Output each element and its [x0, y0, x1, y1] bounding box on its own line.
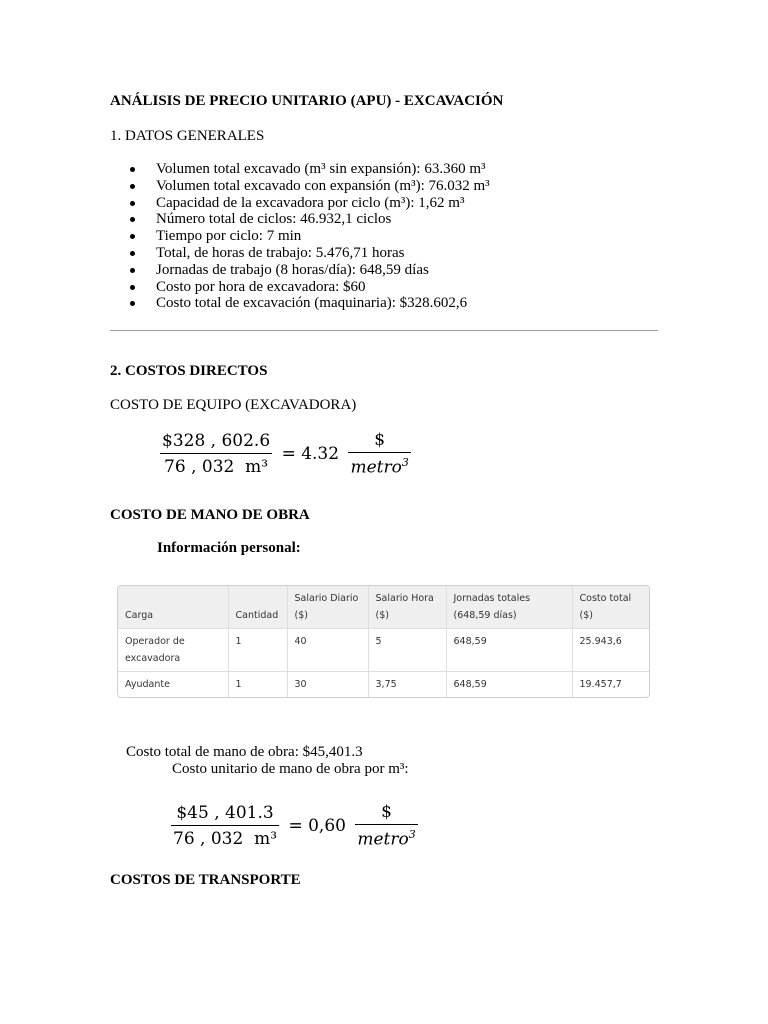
cell-carga: Ayudante [118, 672, 228, 698]
bullet-icon [130, 167, 135, 172]
document-title: ANÁLISIS DE PRECIO UNITARIO (APU) - EXCAVACIÓN [110, 93, 504, 109]
transport-cost-heading: COSTOS DE TRANSPORTE [110, 872, 301, 888]
section-2-heading: 2. COSTOS DIRECTOS [110, 363, 268, 379]
bullet-icon [130, 217, 135, 222]
labor-table [117, 585, 650, 698]
cell-salario-hora: 3,75 [368, 672, 446, 698]
equipment-cost-formula [160, 430, 411, 478]
list-item: Volumen total excavado (m³ sin expansión): 63.360 m³ [130, 161, 490, 178]
formula-unit: $\frac{\$}{metro^3}$ [350, 430, 409, 478]
formula-fraction [171, 803, 279, 849]
cell-salario-hora: 5 [368, 629, 446, 672]
equipment-cost-heading: COSTO DE EQUIPO (EXCAVADORA) [110, 397, 357, 413]
bullet-icon [130, 268, 135, 273]
bullet-icon [130, 184, 135, 189]
labor-unit-cost-label: Costo unitario de mano de obra por m³: [172, 761, 409, 777]
bullet-icon [130, 201, 135, 206]
list-item: Número total de ciclos: 46.932,1 ciclos [130, 211, 490, 228]
formula-unit: $\frac{\$}{metro^3}$ [357, 802, 416, 850]
cell-cantidad: 1 [228, 629, 287, 672]
bullet-icon [130, 285, 135, 290]
labor-cost-heading: COSTO DE MANO DE OBRA [110, 507, 310, 523]
list-item: Total, de horas de trabajo: 5.476,71 horas [130, 245, 490, 262]
cell-jornadas: 648,59 [446, 629, 572, 672]
list-item: Volumen total excavado con expansión (m³): 76.032 m³ [130, 178, 490, 195]
formula-numerator: $45 , 401.3 [176, 802, 274, 823]
column-header-salario-hora: Salario Hora ($) [368, 586, 446, 629]
cell-salario-diario: 30 [287, 672, 368, 698]
list-item: Costo total de excavación (maquinaria): $328.602,6 [130, 295, 490, 312]
column-header-cantidad: Cantidad [228, 586, 287, 629]
formula-numerator: $328 , 602.6 [162, 430, 271, 451]
bullet-icon [130, 301, 135, 306]
list-item: Tiempo por ciclo: 7 min [130, 228, 490, 245]
formula-result: = 4.32 [281, 443, 340, 464]
list-item: Capacidad de la excavadora por ciclo (m³): 1,62 m³ [130, 195, 490, 212]
horizontal-divider [110, 330, 658, 331]
formula-fraction [160, 431, 272, 477]
cell-cantidad: 1 [228, 672, 287, 698]
bullet-icon [130, 234, 135, 239]
personal-info-heading: Información personal: [157, 540, 301, 556]
labor-cost-formula [171, 802, 418, 850]
table-header-row [118, 586, 649, 629]
column-header-costo-total: Costo total ($) [572, 586, 649, 629]
table-row [118, 629, 649, 672]
formula-denominator: 76 , 032 m³ [171, 825, 279, 849]
cell-costo-total: 25.943,6 [572, 629, 649, 672]
general-data-list [130, 161, 490, 312]
list-item: Jornadas de trabajo (8 horas/día): 648,59 días [130, 262, 490, 279]
section-1-heading: 1. DATOS GENERALES [110, 128, 265, 144]
formula-denominator: 76 , 032 m³ [160, 453, 272, 477]
cell-salario-diario: 40 [287, 629, 368, 672]
bullet-icon [130, 251, 135, 256]
cell-jornadas: 648,59 [446, 672, 572, 698]
list-item: Costo por hora de excavadora: $60 [130, 279, 490, 296]
column-header-carga: Carga [118, 586, 228, 629]
formula-result: = 0,60 [288, 815, 346, 836]
cell-carga: Operador de excavadora [118, 629, 228, 672]
column-header-jornadas: Jornadas totales (648,59 días) [446, 586, 572, 629]
labor-total-cost: Costo total de mano de obra: $45,401.3 [126, 744, 363, 760]
column-header-salario-diario: Salario Diario ($) [287, 586, 368, 629]
table-row [118, 672, 649, 698]
cell-costo-total: 19.457,7 [572, 672, 649, 698]
